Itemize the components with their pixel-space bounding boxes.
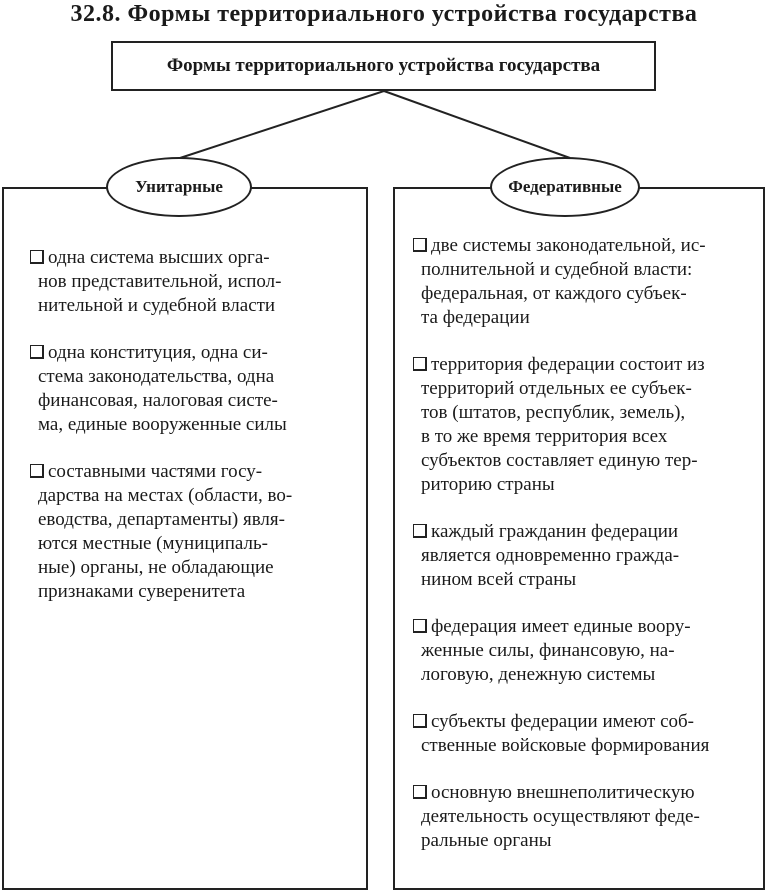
list-item <box>413 234 753 330</box>
item-line <box>413 544 753 568</box>
item-line <box>30 460 360 484</box>
checkbox-bullet-icon <box>413 238 427 252</box>
item-text: стема законодательства, одна <box>38 366 275 387</box>
item-line <box>413 353 753 377</box>
item-text: субъектов составляет единую тер- <box>421 450 698 471</box>
item-line <box>413 306 753 330</box>
item-line <box>30 508 360 532</box>
item-line <box>413 473 753 497</box>
item-line <box>30 341 360 365</box>
item-text: основную внешнеполитическую <box>431 782 695 803</box>
checkbox-bullet-icon <box>30 250 44 264</box>
item-text: деятельность осуществляют феде- <box>421 806 700 827</box>
item-line <box>30 413 360 437</box>
list-item <box>30 246 360 318</box>
checkbox-bullet-icon <box>413 357 427 371</box>
item-line <box>30 389 360 413</box>
item-line <box>413 663 753 687</box>
item-line <box>413 258 753 282</box>
item-line <box>413 710 753 734</box>
item-text: логовую, денежную системы <box>421 664 656 685</box>
item-line <box>413 805 753 829</box>
item-text: одна система высших орга- <box>48 247 270 268</box>
item-line <box>413 639 753 663</box>
item-line <box>30 532 360 556</box>
item-text: нительной и судебной власти <box>38 295 276 316</box>
list-item <box>413 353 753 497</box>
item-text: полнительной и судебной власти: <box>421 259 693 280</box>
checkbox-bullet-icon <box>413 714 427 728</box>
item-line <box>413 829 753 853</box>
item-text: федерация имеет единые воору- <box>431 616 691 637</box>
checkbox-bullet-icon <box>30 464 44 478</box>
item-line <box>413 401 753 425</box>
item-line <box>413 520 753 544</box>
item-text: нов представительной, испол- <box>38 271 282 292</box>
item-text: признаками суверенитета <box>38 581 246 602</box>
list-item <box>30 460 360 604</box>
item-text: территория федерации состоит из <box>431 354 705 375</box>
item-line <box>413 734 753 758</box>
root-node: Формы территориального устройства государства <box>111 41 656 91</box>
checkbox-bullet-icon <box>413 619 427 633</box>
item-line <box>30 294 360 318</box>
item-line <box>30 270 360 294</box>
item-text: та федерации <box>421 307 530 328</box>
item-line <box>413 615 753 639</box>
unitary-node: Унитарные <box>106 157 252 217</box>
list-item <box>413 781 753 853</box>
item-line <box>413 425 753 449</box>
item-text: субъекты федерации имеют соб- <box>431 711 695 732</box>
item-text: одна конституция, одна си- <box>48 342 268 363</box>
item-text: две системы законодательной, ис- <box>431 235 706 256</box>
item-line <box>30 556 360 580</box>
checkbox-bullet-icon <box>413 785 427 799</box>
federal-list <box>413 234 753 876</box>
item-line <box>413 282 753 306</box>
item-text: составными частями госу- <box>48 461 263 482</box>
connector-left <box>180 91 384 158</box>
unitary-list <box>30 246 360 627</box>
list-item <box>413 520 753 592</box>
list-item <box>30 341 360 437</box>
item-text: каждый гражданин федерации <box>431 521 679 542</box>
checkbox-bullet-icon <box>30 345 44 359</box>
page-title: 32.8. Формы территориального устройства государства <box>70 1 698 27</box>
item-text: нином всей страны <box>421 569 577 590</box>
item-line <box>413 449 753 473</box>
item-text: федеральная, от каждого субъек- <box>421 283 687 304</box>
item-text: ма, единые вооруженные силы <box>38 414 287 435</box>
item-text: дарства на местах (области, во- <box>38 485 293 506</box>
item-text: ральные органы <box>421 830 552 851</box>
item-text: ственные войсковые формирования <box>421 735 710 756</box>
item-text: риторию страны <box>421 474 555 495</box>
item-text: женные силы, финансовую, на- <box>421 640 675 661</box>
item-text: финансовая, налоговая систе- <box>38 390 278 411</box>
item-text: ются местные (муниципаль- <box>38 533 268 554</box>
item-text: тов (штатов, республик, земель), <box>421 402 686 423</box>
item-line <box>30 246 360 270</box>
item-line <box>30 580 360 604</box>
item-text: является одновременно гражда- <box>421 545 680 566</box>
item-line <box>413 234 753 258</box>
item-line <box>413 377 753 401</box>
item-line <box>30 365 360 389</box>
list-item <box>413 710 753 758</box>
item-text: еводства, департаменты) явля- <box>38 509 285 530</box>
item-text: территорий отдельных ее субъек- <box>421 378 692 399</box>
federal-node: Федеративные <box>490 157 640 217</box>
item-text: в то же время территория всех <box>421 426 668 447</box>
item-line <box>413 568 753 592</box>
item-line <box>413 781 753 805</box>
item-text: ные) органы, не обладающие <box>38 557 274 578</box>
item-line <box>30 484 360 508</box>
checkbox-bullet-icon <box>413 524 427 538</box>
connector-right <box>384 91 570 158</box>
list-item <box>413 615 753 687</box>
